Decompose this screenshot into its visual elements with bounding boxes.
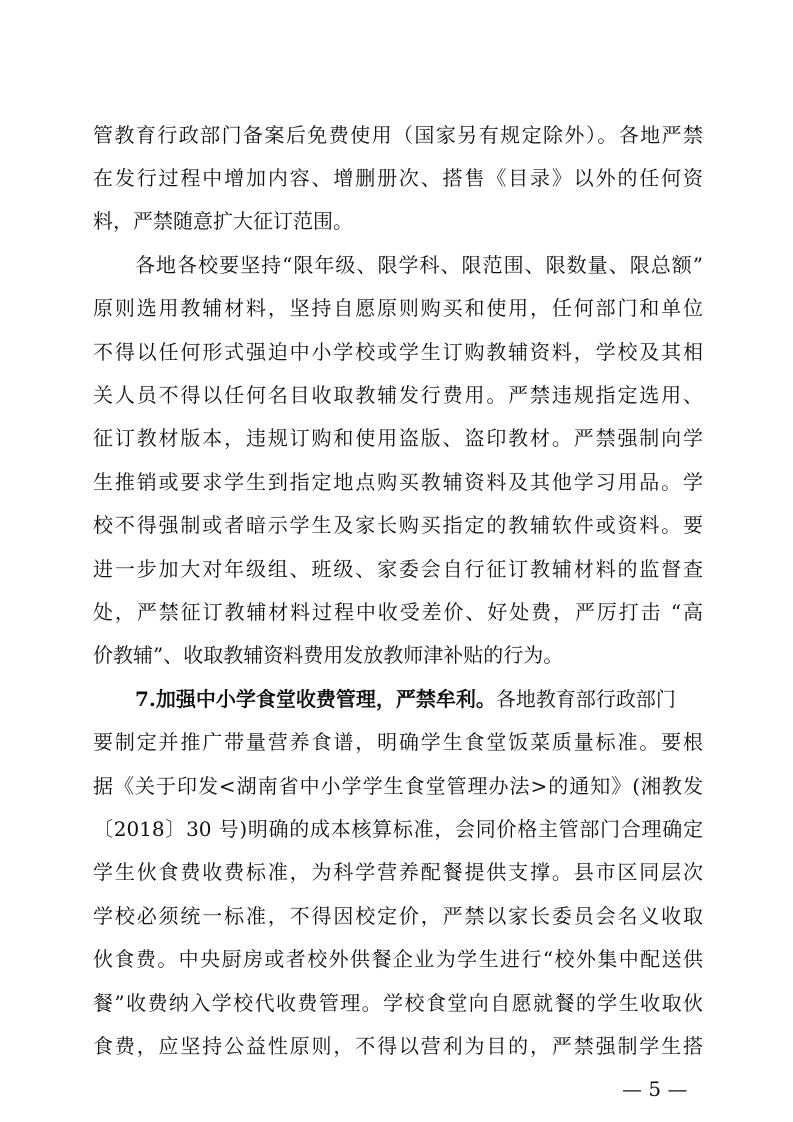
paragraph-3-line-3: 据《关于印发<湖南省中小学学生食堂管理办法>的通知》(湘教发 [93,774,703,798]
paragraph-3-line-2: 要制定并推广带量营养食谱，明确学生食堂饭菜质量标准。要根 [93,730,703,754]
paragraph-2-line-3: 不得以任何形式强迫中小学校或学生订购教辅资料，学校及其相 [93,340,703,364]
paragraph-2-line-1: 各地各校要坚持“限年级、限学科、限范围、限数量、限总额” [135,253,703,277]
paragraph-2-line-8: 进一步加大对年级组、班级、家委会自行征订教辅材料的监督查 [93,557,703,581]
section-7-heading: 7.加强中小学食堂收费管理，严禁牟利。 [135,687,496,711]
text-line-2: 在发行过程中增加内容、增删册次、搭售《目录》以外的任何资 [93,166,703,190]
paragraph-2-line-10: 价教辅”、收取教辅资料费用发放教师津补贴的行为。 [93,643,564,667]
paragraph-3-line-5: 学生伙食费收费标准，为科学营养配餐提供支撑。县市区同层次 [93,860,703,884]
paragraph-2-line-4: 关人员不得以任何名目收取教辅发行费用。严禁违规指定选用、 [93,383,703,407]
paragraph-3-line-1 [135,685,703,713]
text-line-1: 管教育行政部门备案后免费使用（国家另有规定除外）。各地严禁 [93,123,703,147]
paragraph-3-line-8: 餐”收费纳入学校代收费管理。学校食堂向自愿就餐的学生收取伙 [93,991,703,1015]
section-7-lead-text: 各地教育部行政部门 [495,687,676,711]
paragraph-2-line-6: 生推销或要求学生到指定地点购买教辅资料及其他学习用品。学 [93,470,703,494]
paragraph-2-line-2: 原则选用教辅材料，坚持自愿原则购买和使用，任何部门和单位 [93,296,703,320]
page-number: — 5 — [622,1077,688,1101]
paragraph-3-line-6: 学校必须统一标准，不得因校定价，严禁以家长委员会名义收取 [93,904,703,928]
paragraph-3-line-9: 食费，应坚持公益性原则，不得以营利为目的，严禁强制学生搭 [93,1034,703,1058]
paragraph-2-line-9: 处，严禁征订教辅材料过程中收受差价、好处费，严厉打击 “高 [93,600,703,624]
paragraph-2-line-5: 征订教材版本，违规订购和使用盗版、盗印教材。严禁强制向学 [93,426,703,450]
paragraph-2-line-7: 校不得强制或者暗示学生及家长购买指定的教辅软件或资料。要 [93,513,703,537]
paragraph-3-line-4: 〔2018〕30 号)明确的成本核算标准，会同价格主管部门合理确定 [93,817,703,841]
text-line-3: 料，严禁随意扩大征订范围。 [93,209,353,233]
paragraph-3-line-7: 伙食费。中央厨房或者校外供餐企业为学生进行“校外集中配送供 [93,947,703,971]
